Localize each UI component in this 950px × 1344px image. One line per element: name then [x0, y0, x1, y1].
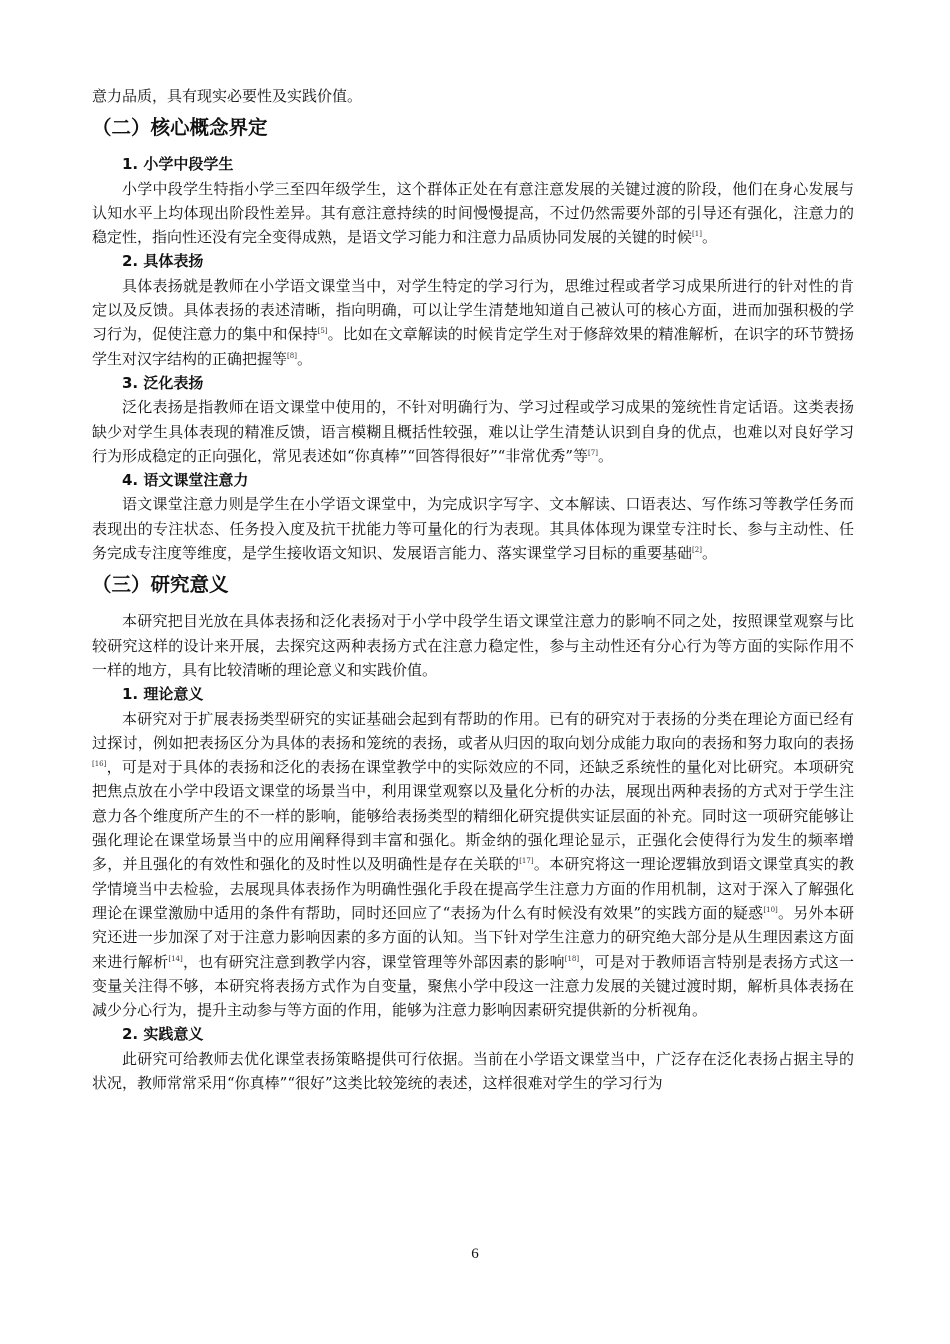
- continued-paragraph: 意力品质，具有现实必要性及实践价值。: [92, 87, 363, 105]
- subheading-practical-significance: 2. 实践意义: [122, 1025, 204, 1044]
- paragraph-text: 具体表扬就是教师在小学语文课堂当中，对学生特定的学习行为，思维过程或者学习成果所进行的针对性的肯定以及反馈。具体表扬的表述清晰，指向明确，可以让学生清楚地知道自己被认可的核心方面，进而加强积极的学习行为，促使注意力的集中和保持: [92, 276, 854, 344]
- paragraph-significance-intro: 本研究把目光放在具体表扬和泛化表扬对于小学中段学生语文课堂注意力的影响不同之处，按照课堂观察与比较研究这样的设计来开展，去探究这两种表扬方式在注意力稳定性，参与主动性还有分心行为等方面的实际作用不一样的地方，具有比较清晰的理论意义和实践价值。: [92, 612, 854, 679]
- paragraph-text: 语文课堂注意力则是学生在小学语文课堂中，为完成识字写字、文本解读、口语表达、写作练习等教学任务而表现出的专注状态、任务投入度及抗干扰能力等可量化的行为表现。其具体体现为课堂专注时长、参与主动性、任务完成专注度等维度，是学生接收语文知识、发展语言能力、落实课堂学习目标的重要基础: [92, 495, 854, 563]
- citation-ref: [5]: [317, 327, 328, 336]
- paragraph-tail: 。: [296, 349, 312, 368]
- paragraph-classroom-attention: [92, 492, 854, 565]
- page-number: 6: [471, 1246, 479, 1262]
- citation-ref: [1]: [692, 230, 702, 239]
- citation-ref: [17]: [519, 857, 534, 866]
- section-heading-core-concepts: （二）核心概念界定: [92, 116, 268, 140]
- subheading-general-praise: 3. 泛化表扬: [122, 373, 204, 392]
- paragraph-tail: 。: [701, 228, 717, 247]
- citation-ref: [18]: [564, 954, 580, 963]
- citation-ref: [16]: [92, 760, 107, 769]
- paragraph-text: 泛化表扬是指教师在语文课堂中使用的，不针对明确行为、学习过程或学习成果的笼统性肯定话语。这类表扬缺少对学生具体表现的精准反馈，语言模糊且概括性较强，难以让学生清楚认识到自身的优点，也难以对良好学习行为形成稳定的正向强化，常见表述如“你真棒”“回答得很好”“非常优秀”等: [92, 398, 854, 465]
- subheading-classroom-attention: 4. 语文课堂注意力: [122, 471, 249, 490]
- paragraph-middle-grade-students: [92, 177, 854, 250]
- section-heading-research-significance: （三）研究意义: [92, 573, 229, 597]
- citation-ref: [2]: [692, 546, 702, 555]
- paragraph-text: 。比如在文章解读的时候肯定学生对于修辞效果的精准解析，在识字的环节赞扬学生对汉字结构的正确把握等: [92, 325, 854, 368]
- paragraph-specific-praise: [92, 274, 854, 371]
- paragraph-text: 本研究对于扩展表扬类型研究的实证基础会起到有帮助的作用。已有的研究对于表扬的分类在理论方面已经有过探讨，例如把表扬区分为具体的表扬和笼统的表扬，或者从归因的取向划分成能力取向的表扬和努力取向的表扬: [92, 709, 854, 752]
- paragraph-text: ，也有研究注意到教学内容，课堂管理等外部因素的影响: [182, 952, 565, 971]
- subheading-specific-praise: 2. 具体表扬: [122, 252, 204, 271]
- paragraph-text: ，可是对于教师语言特别是表扬方式这一变量关注得不够，本研究将表扬方式作为自变量，聚焦小学中段这一注意力发展的关键过渡时期，解析具体表扬在减少分心行为，提升主动参与等方面的作用，能够为注意力影响因素研究提供新的分析视角。: [92, 952, 854, 1020]
- paragraph-tail: 。: [597, 446, 613, 465]
- citation-ref: [10]: [763, 905, 778, 914]
- citation-ref: [8]: [287, 351, 297, 360]
- paragraph-text: 。本研究将这一理论逻辑放到语文课堂真实的教学情境当中去检验，去展现具体表扬作为明确性强化手段在提高学生注意力方面的作用机制，这对于深入了解强化理论在课堂激励中适用的条件有帮助，同时还回应了“表扬为什么有时候没有效果”的实践方面的疑惑: [92, 855, 854, 922]
- citation-ref: [7]: [588, 448, 598, 457]
- subheading-theoretical-significance: 1. 理论意义: [122, 685, 204, 704]
- paragraph-general-praise: [92, 395, 854, 468]
- paragraph-practical-significance: 此研究可给教师去优化课堂表扬策略提供可行依据。当前在小学语文课堂当中，广泛存在泛化表扬占据主导的状况，教师常常采用“你真棒”“很好”这类比较笼统的表述，这样很难对学生的学习行为: [92, 1049, 854, 1092]
- paragraph-text: ，可是对于具体的表扬和泛化的表扬在课堂教学中的实际效应的不同，还缺乏系统性的量化对比研究。本项研究把焦点放在小学中段语文课堂的场景当中，利用课堂观察以及量化分析的办法，展现出两种表扬的方式对于学生注意力各个维度所产生的不一样的影响，能够给表扬类型的精细化研究提供实证层面的补充。同时这一项研究能够让强化理论在课堂场景当中的应用阐释得到丰富和强化。斯金纳的强化理论显示，正强化会使得行为发生的频率增多，并且强化的有效性和强化的及时性以及明确性是存在关联的: [92, 758, 854, 874]
- paragraph-text: 。另外本研究还进一步加深了对于注意力影响因素的多方面的认知。当下针对学生注意力的研究绝大部分是从生理因素这方面来进行解析: [92, 903, 854, 971]
- paragraph-text: 小学中段学生特指小学三至四年级学生，这个群体正处在有意注意发展的关键过渡的阶段，他们在身心发展与认知水平上均体现出阶段性差异。其有意注意持续的时间慢慢提高，不过仍然需要外部的引导还有强化，注意力的稳定性，指向性还没有完全变得成熟，是语文学习能力和注意力品质协同发展的关键的时候: [92, 179, 854, 247]
- citation-ref: [14]: [168, 954, 183, 963]
- page-content: [92, 84, 854, 1095]
- subheading-middle-grade-students: 1. 小学中段学生: [122, 155, 234, 174]
- paragraph-tail: 。: [701, 544, 717, 563]
- paragraph-theoretical-significance: [92, 707, 854, 1023]
